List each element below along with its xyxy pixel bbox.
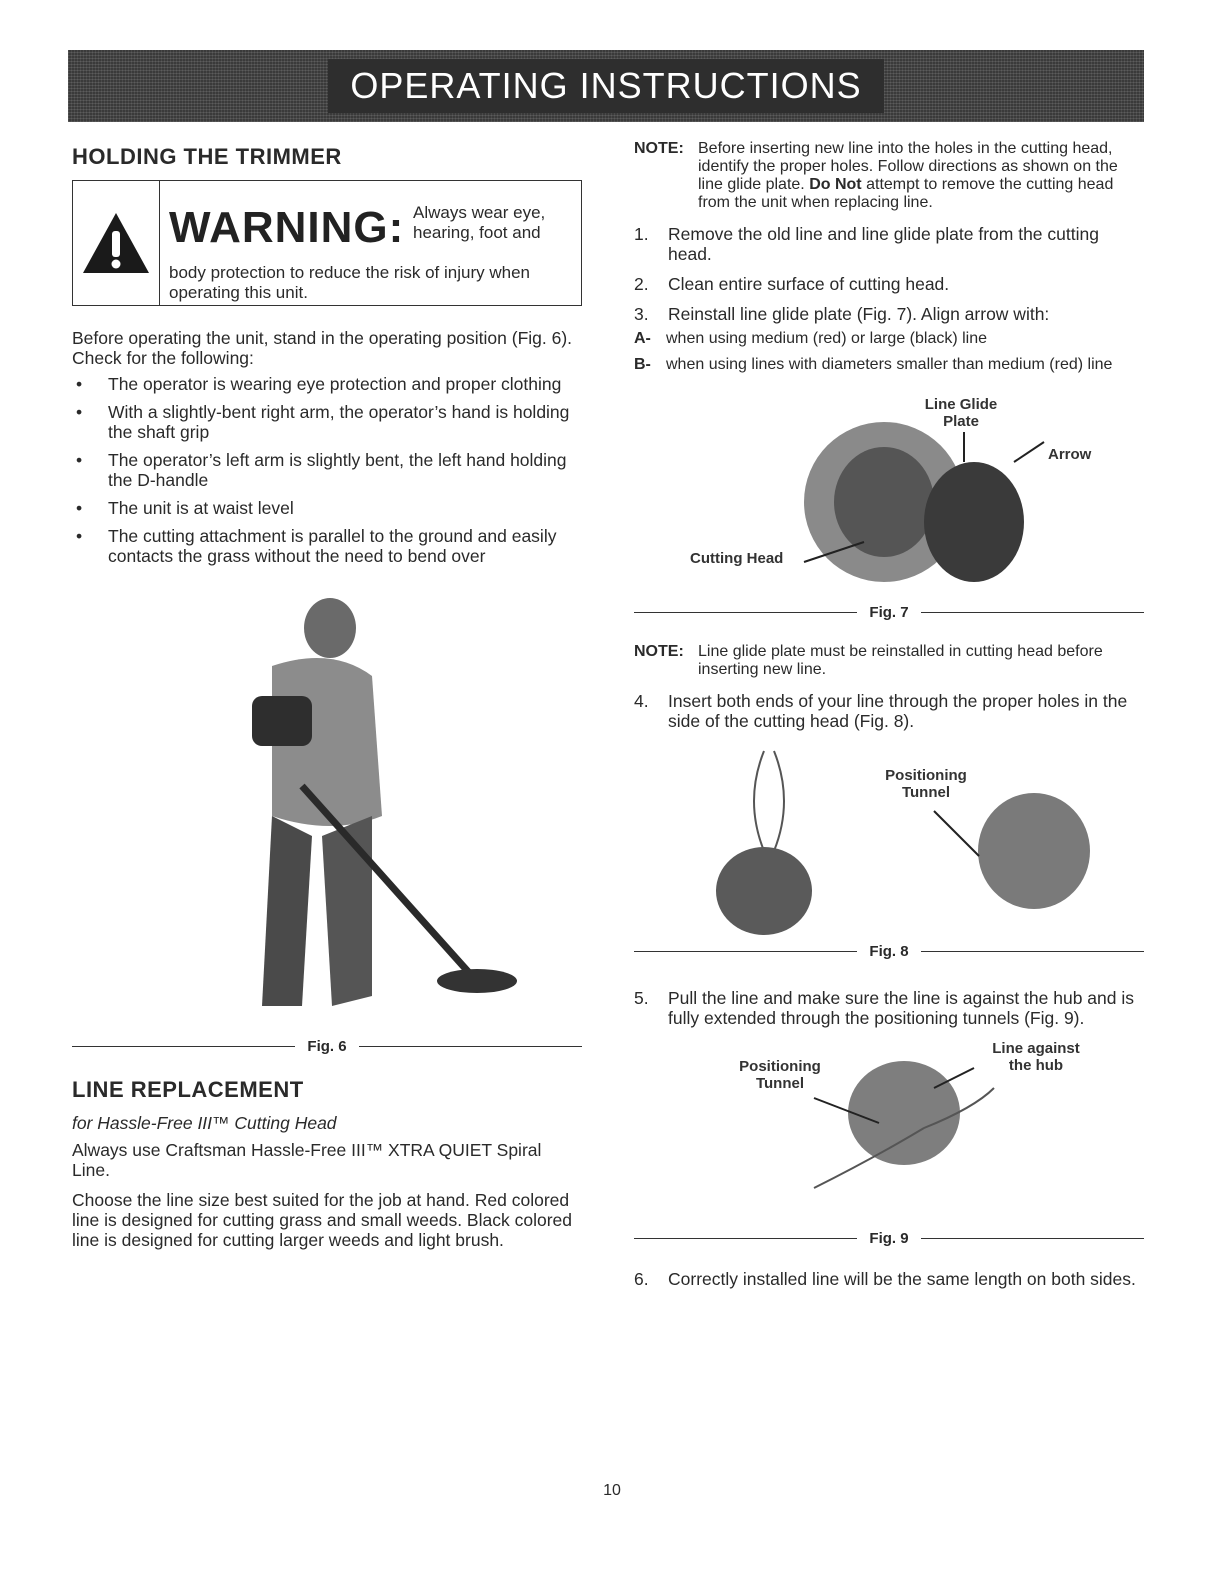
line-replacement-subheading: for Hassle-Free III™ Cutting Head — [72, 1113, 337, 1133]
fig6-caption-row — [72, 1038, 582, 1055]
sub-item-a: A- when using medium (red) or large (black) line — [634, 330, 988, 347]
step-6 — [634, 1269, 1144, 1289]
right-column — [634, 140, 1144, 1299]
line-replacement-para1: Always use Craftsman Hassle-Free III™ XTRA QUIET Spiral Line. — [72, 1140, 542, 1180]
note-text-tail: attempt to remove the cutting head from the unit when replacing line. — [698, 176, 1114, 211]
list-item: • With a slightly-bent right arm, the operator’s hand is holding the shaft grip — [72, 402, 582, 442]
note-label: NOTE: — [634, 643, 684, 660]
note-label: NOTE: — [634, 140, 684, 157]
fig6-caption: Fig. 6 — [307, 1038, 347, 1055]
fig9-caption: Fig. 9 — [869, 1230, 909, 1247]
left-column — [72, 140, 582, 1250]
list-item: • The unit is at waist level — [72, 498, 582, 518]
step-item: 1. Remove the old line and line glide plate from the cutting head. — [634, 224, 1099, 264]
step-item: 3. Reinstall line glide plate (Fig. 7). Align arrow with: — [634, 304, 1050, 324]
fig7-callout-plate: Line Glide Plate — [924, 396, 998, 430]
warning-text-2: body protection to reduce the risk of injury when operating this unit. — [169, 263, 530, 302]
line-replacement-para2: Choose the line size best suited for the job at hand. Red colored line is designed for cutting grass and small weeds. Black colored line is designed for cutting larger weeds and light brush. — [72, 1190, 572, 1250]
fig7-callout-head: Cutting Head — [690, 550, 784, 567]
note-text: Before inserting new line into the holes in the cutting head, identify the proper holes. Follow directions as shown on the line glide plate. — [698, 140, 1118, 193]
figure-9 — [634, 1038, 1144, 1228]
list-item: • The operator is wearing eye protection and proper clothing — [72, 374, 582, 394]
holding-intro: Before operating the unit, stand in the operating position (Fig. 6). Check for the following: — [72, 328, 573, 368]
warning-triangle-icon — [81, 211, 151, 275]
warning-title: WARNING: — [169, 203, 405, 252]
fig7-callout-arrow: Arrow — [1048, 446, 1092, 463]
note-text: Line glide plate must be reinstalled in cutting head before inserting new line. — [698, 643, 1103, 678]
fig9-callout-hub: Line against the hub — [992, 1040, 1080, 1074]
step-5 — [634, 988, 1144, 1028]
figure-6 — [72, 586, 582, 1036]
fig8-caption: Fig. 8 — [869, 943, 909, 960]
sub-item-b: B- when using lines with diameters smaller than medium (red) line — [634, 356, 1113, 373]
step-item: 4. Insert both ends of your line through the proper holes in the side of the cutting head (Fig. 8). — [634, 691, 1128, 731]
fig7-caption: Fig. 7 — [869, 604, 909, 621]
list-item: • The cutting attachment is parallel to the ground and easily contacts the grass without the need to bend over — [72, 526, 582, 566]
fig9-caption-row — [634, 1230, 1144, 1247]
checklist — [72, 374, 582, 566]
list-item: • The operator’s left arm is slightly bent, the left hand holding the D-handle — [72, 450, 582, 490]
warning-icon-cell — [73, 181, 160, 305]
step-item: 6. Correctly installed line will be the same length on both sides. — [634, 1269, 1136, 1289]
step-4 — [634, 691, 1144, 731]
step-item: 5. Pull the line and make sure the line is against the hub and is fully extended through the positioning tunnels (Fig. 9). — [634, 988, 1134, 1028]
fig8-caption-row — [634, 943, 1144, 960]
steps-1-3 — [634, 224, 1144, 324]
step-item: 2. Clean entire surface of cutting head. — [634, 274, 950, 294]
fig9-callout-tunnel: Positioning Tunnel — [739, 1058, 821, 1092]
line-replacement-heading: LINE REPLACEMENT — [72, 1077, 304, 1102]
figure-7 — [634, 392, 1144, 602]
cutting-head-plate-illustration — [634, 392, 1144, 602]
fig8-callout-tunnel: Positioning Tunnel — [885, 767, 967, 801]
page-number: 10 — [603, 1482, 621, 1499]
figure-8 — [634, 741, 1144, 941]
operator-trimmer-illustration — [72, 586, 582, 1036]
section-banner — [68, 50, 1144, 122]
page-title: OPERATING INSTRUCTIONS — [328, 59, 883, 113]
note-1 — [634, 140, 1144, 212]
warning-box — [72, 180, 582, 306]
fig7-caption-row — [634, 604, 1144, 621]
note-emphasis: Do Not — [809, 176, 862, 193]
note-2 — [634, 643, 1144, 679]
warning-text-1: Always wear eye, hearing, foot and — [413, 203, 546, 242]
holding-heading: HOLDING THE TRIMMER — [72, 144, 342, 169]
